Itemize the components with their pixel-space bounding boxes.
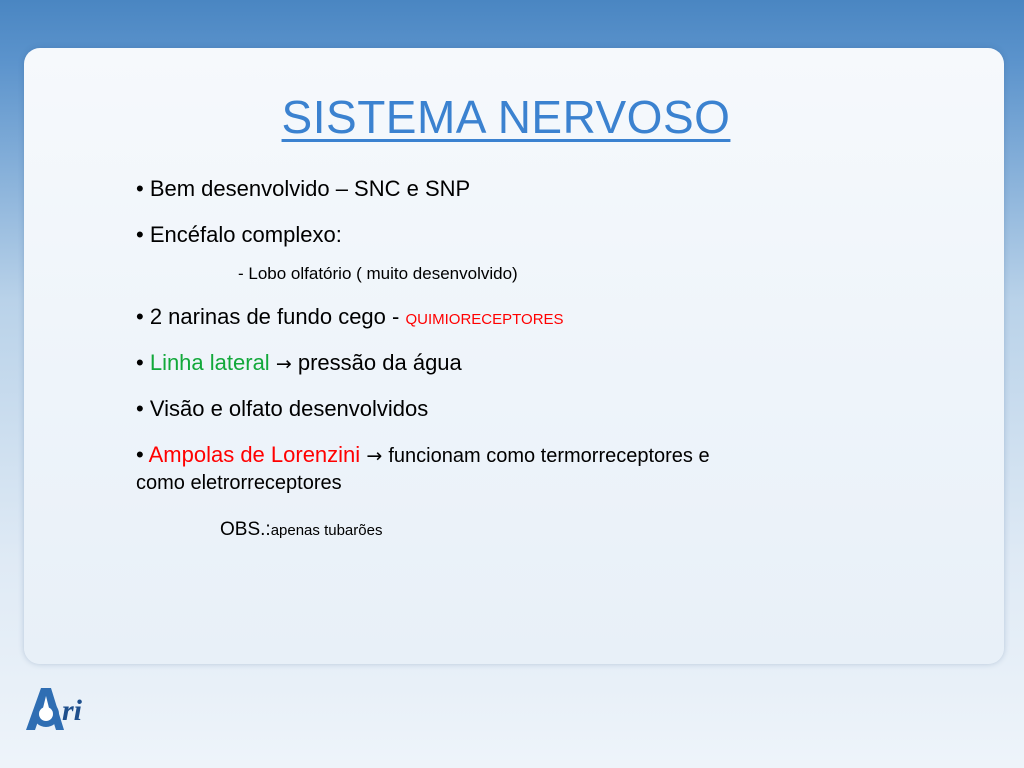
bullet-marker: • bbox=[136, 442, 144, 467]
slide-title: SISTEMA NERVOSO bbox=[281, 91, 731, 143]
highlight-text: QUIMIORECEPTORES bbox=[405, 311, 564, 328]
bullet-text: Encéfalo complexo: bbox=[149, 222, 342, 247]
arrow-icon: → bbox=[366, 445, 383, 467]
bullet-item-4 bbox=[136, 350, 462, 376]
svg-text:ri: ri bbox=[62, 694, 83, 727]
bullet-marker: • bbox=[136, 350, 144, 375]
bullet-marker: • bbox=[136, 304, 144, 329]
bullet-text: Bem desenvolvido – SNC e SNP bbox=[149, 176, 471, 201]
bullet-text: Visão e olfato desenvolvidos bbox=[149, 396, 429, 421]
bullet-item-6 bbox=[136, 442, 710, 468]
highlight-text: Ampolas de Lorenzini bbox=[148, 442, 361, 467]
bullet-item-3 bbox=[136, 304, 564, 330]
bullet-text: funcionam como termorreceptores e bbox=[388, 445, 710, 467]
bullet-marker: • bbox=[136, 396, 144, 421]
bullet-item-5 bbox=[136, 396, 428, 422]
highlight-text: Linha lateral bbox=[149, 350, 270, 375]
ari-logo bbox=[24, 684, 114, 734]
bullet-marker: • bbox=[136, 176, 144, 201]
bullet-item-1 bbox=[136, 176, 470, 202]
bullet-item-2 bbox=[136, 222, 342, 248]
obs-text: apenas tubarões bbox=[270, 522, 383, 539]
bullet-continuation: como eletrorreceptores bbox=[136, 472, 342, 494]
sub-item: - Lobo olfatório ( muito desenvolvido) bbox=[238, 264, 518, 283]
bullet-text: 2 narinas de fundo cego - bbox=[149, 304, 406, 329]
bullet-text: pressão da água bbox=[297, 350, 462, 375]
arrow-icon: → bbox=[275, 353, 292, 375]
obs-note bbox=[220, 519, 382, 541]
obs-label: OBS.: bbox=[220, 519, 271, 540]
bullet-marker: • bbox=[136, 222, 144, 247]
